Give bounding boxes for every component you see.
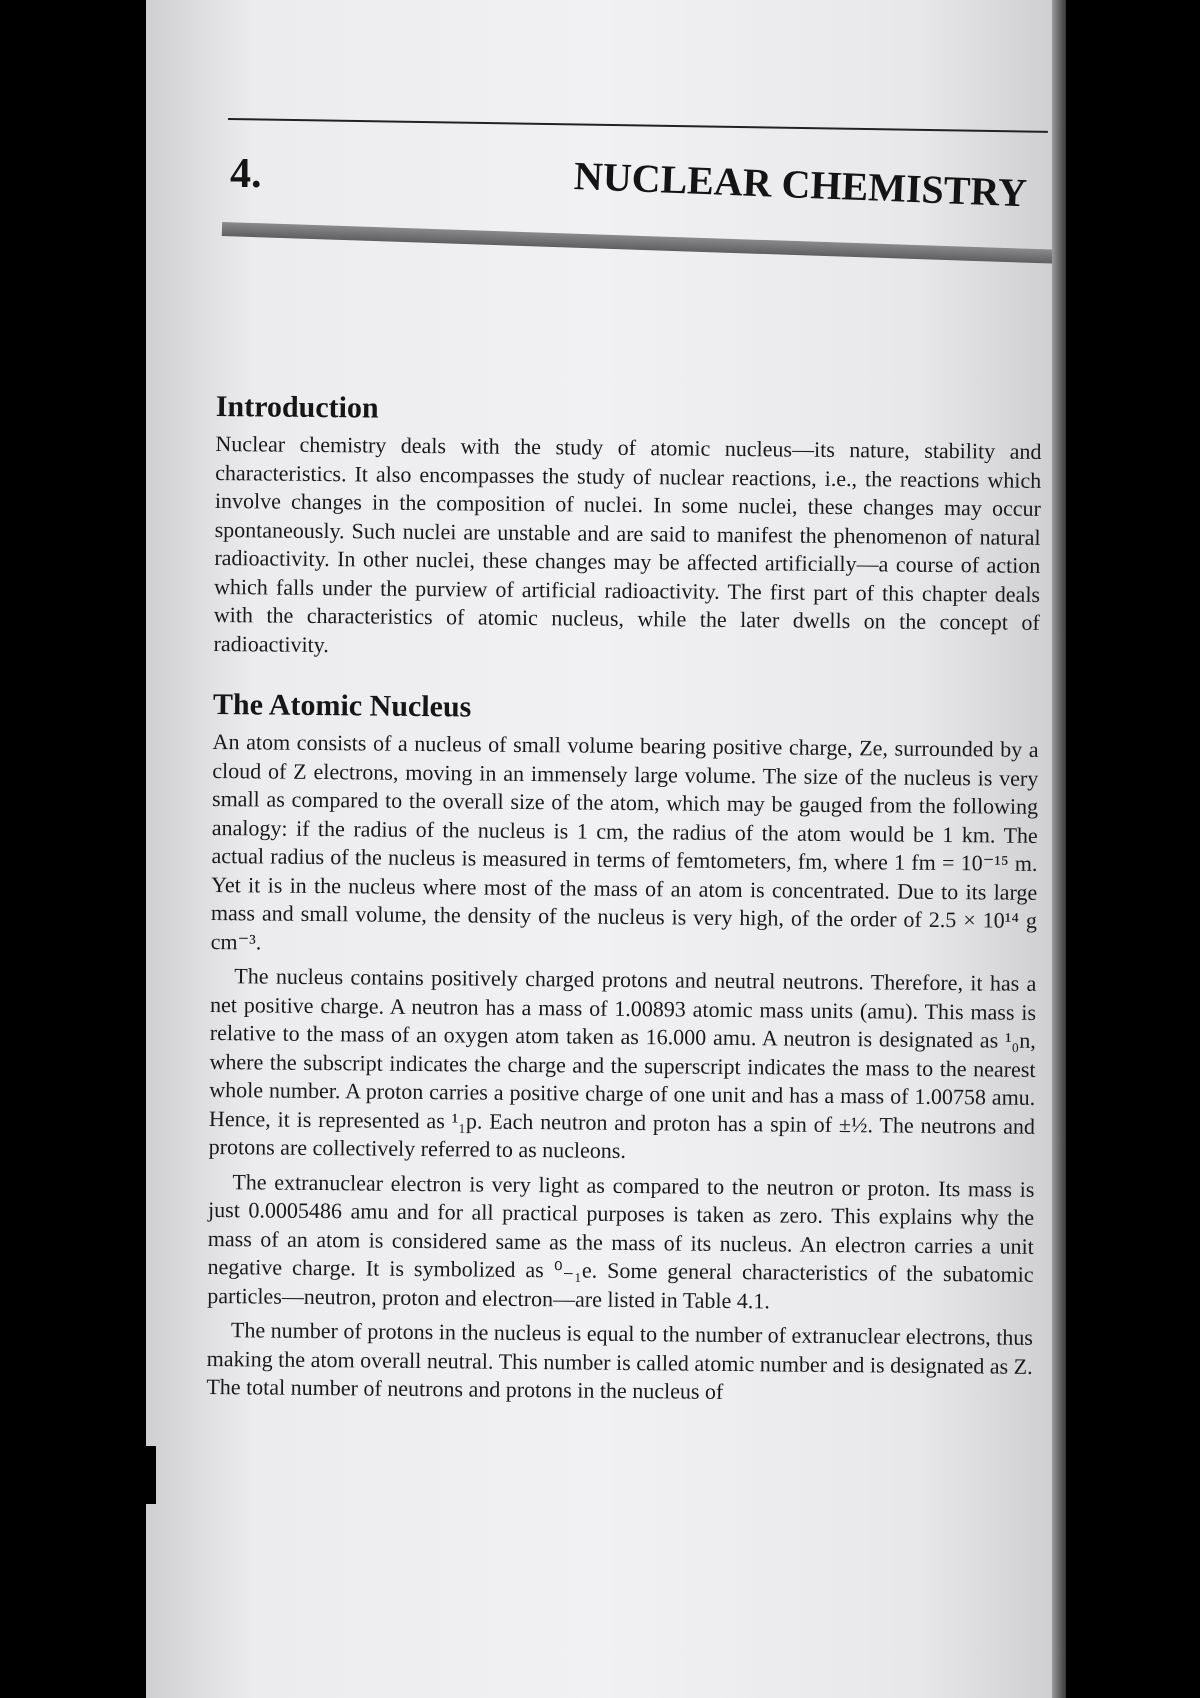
intro-paragraph: Nuclear chemistry deals with the study of atomic nucleus—its nature, stability and characteristics. It also encompasses the study of nuclear reactions, i.e., the reactions which involve changes in the composition of nuclei. In some nuclei, these changes may occur spontaneously. Such nuclei are unstable and are said to manifest the phenomenon of natural radioactivity. In other nuclei, these changes may be affected artificially—a course of action which falls under the purview of artificial radioactivity. The first part of this chapter deals with the characteristics of atomic nucleus, while the later dwells on the concept of radioactivity.	[213, 430, 1042, 657]
chapter-title: NUCLEAR CHEMISTRY	[573, 153, 1028, 216]
chapter-title-bar	[222, 222, 1052, 264]
section-heading-atomic-nucleus: The Atomic Nucleus	[212, 687, 472, 724]
body-paragraph: An atom consists of a nucleus of small volume bearing positive charge, Ze, surrounded by a cloud of Z electrons, moving in an immensely large volume. The size of the nucleus is very small as compared to the overall size of the atom, which may be gauged from the following analogy: if the radius of the nucleus is 1 cm, the radius of the atom would be 1 km. The actual radius of the nucleus is measured in terms of femtometers, fm, where 1 fm = 10⁻¹⁵ m. Yet it is in the nucleus where most of the mass of an atom is concentrated. Due to its large mass and small volume, the density of the nucleus is very high, of the order of 2.5 × 10¹⁴ g cm⁻³.	[210, 728, 1039, 954]
book-page	[146, 0, 1052, 1698]
page-edge	[1052, 0, 1066, 1698]
header-rule	[228, 118, 1048, 133]
body-paragraph: The extranuclear electron is very light as compared to the neutron or proton. Its mass is just 0.0005486 amu and for all practical purposes is taken as zero. This explains why the mass of an atom is considered same as the mass of its nucleus. An electron carries a unit negative charge. It is symbolized as ⁰₋₁e. Some general characteristics of the subatomic particles—neutron, proton and electron—are listed in Table 4.1.	[207, 1168, 1035, 1313]
section-heading-introduction: Introduction	[215, 390, 379, 425]
binding-shadow	[146, 1446, 156, 1504]
body-paragraph: The nucleus contains positively charged protons and neutral neutrons. Therefore, it has a net positive charge. A neutron has a mass of 1.00893 atomic mass units (amu). This mass is relative to the mass of an oxygen atom taken as 16.000 amu. A neutron is designated as ¹₀n, where the subscript indicates the charge and the superscript indicates the mass to the nearest whole number. A proton carries a positive charge of one unit and has a mass of 1.00758 amu. Hence, it is represented as ¹₁p. Each neutron and proton has a spin of ±½. The neutrons and protons are collectively referred to as nucleons.	[208, 963, 1037, 1163]
body-paragraph: The number of protons in the nucleus is equal to the number of extranuclear electrons, thus making the atom overall neutral. This number is called atomic number and is designated as Z. The total number of neutrons and protons in the nucleus of	[206, 1317, 1034, 1404]
chapter-number: 4.	[230, 151, 262, 197]
page-body	[206, 390, 1042, 1409]
show-through-text	[216, 60, 221, 81]
